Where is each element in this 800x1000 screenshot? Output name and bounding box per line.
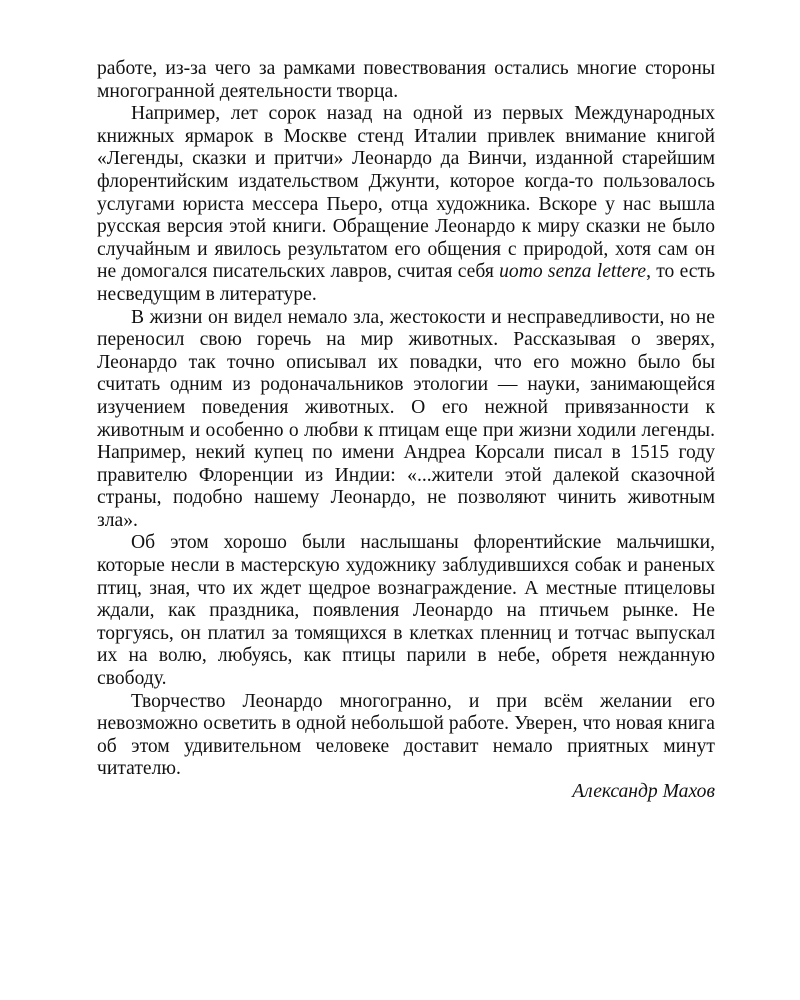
paragraph-1: работе, из-за чего за рамками повествования остались многие стороны многогранной деятельности творца. bbox=[97, 58, 715, 102]
page-body bbox=[97, 58, 715, 804]
paragraph-5: Творчество Леонардо многогранно, и при всём желании его невозможно осветить в одной небольшой работе. Уверен, что новая книга об этом удивительном человеке доставит немало приятных минут читателю. bbox=[97, 690, 715, 780]
author-signature: Александр Махов bbox=[572, 781, 715, 802]
paragraph-3: В жизни он видел немало зла, жестокости и несправедливости, но не переносил свою горечь на мир животных. Рассказывая о зверях, Леонардо так точно описывал их повадки, что его можно было бы считать одним из родоначальников этологии — науки, занимающейся изучением поведения животных. О его нежной привязанности к животным и особенно о любви к птицам еще при жизни ходили легенды. Например, некий купец по имени Андреа Корсали писал в 1515 году правителю Флоренции из Индии: «...жители этой далекой сказочной страны, подобно нашему Леонардо, не позволяют чинить животным зла». bbox=[97, 306, 715, 531]
paragraph-2-text-after: , то есть несведущим в литературе. bbox=[97, 261, 716, 305]
paragraph-4: Об этом хорошо были наслышаны флорентийские мальчишки, которые несли в мастерскую художнику заблудившихся собак и раненых птиц, зная, что их ждет щедрое вознаграждение. А местные птицеловы ждали, как праздника, появления Леонардо на птичьем рынке. Не торгуясь, он платил за томящихся в клетках пленниц и тотчас выпускал их на волю, любуясь, как птицы парили в небе, обретя нежданную свободу. bbox=[97, 532, 715, 690]
paragraph-2-text-before: Например, лет сорок назад на одной из первых Международных книжных ярмарок в Москве стенд Италии привлек внимание книгой «Легенды, сказки и притчи» Леонардо да Винчи, изданной старейшим флорентийским издательством Джунти, которое когда-то пользовалось услугами юриста мессера Пьеро, отца художника. Вскоре у нас вышла русская версия этой книги. Обращение Леонардо к миру сказки не было случайным и явилось результатом его общения с природой, хотя сам он не домогался писательских лавров, считая себя bbox=[97, 103, 715, 283]
paragraph-2 bbox=[97, 103, 715, 306]
paragraph-2-italic-phrase: uomo senza lettere bbox=[499, 261, 647, 283]
